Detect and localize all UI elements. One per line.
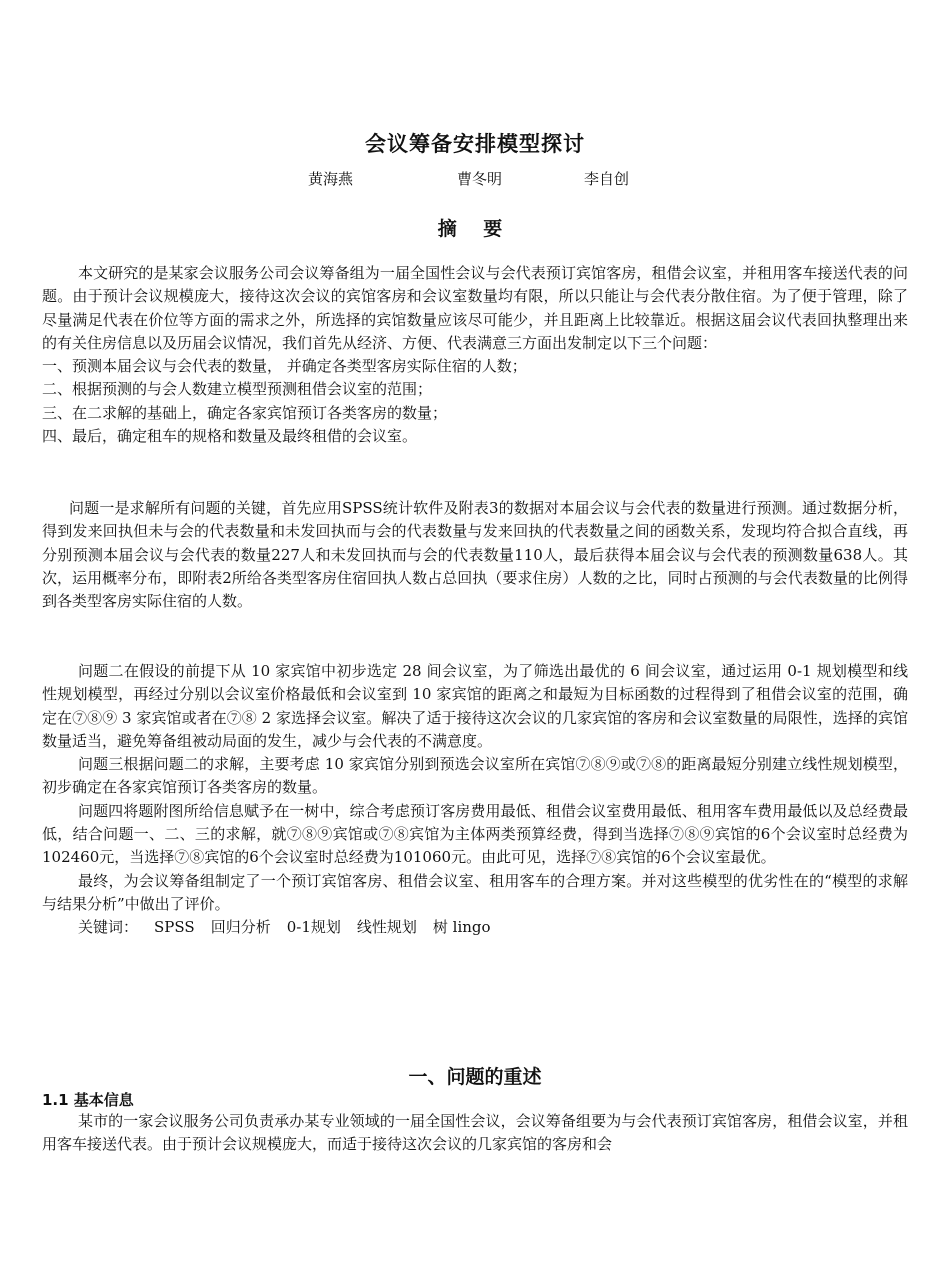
- keyword: SPSS: [154, 918, 195, 937]
- author-name: 曹冬明: [457, 170, 503, 188]
- subsection-heading: 1.1 基本信息: [42, 1091, 134, 1109]
- paper-title: 会议筹备安排模型探讨: [365, 132, 585, 156]
- problem-list-item: 三、在二求解的基础上，确定各家宾馆预订各类客房的数量；: [42, 403, 448, 422]
- keyword: 线性规划: [356, 918, 417, 937]
- abstract-problems-block: [42, 660, 908, 940]
- author-list: [308, 168, 728, 190]
- abstract-intro-paragraph: 本文研究的是某家会议服务公司会议筹备组为一届全国性会议与会代表预订宾馆客房，租借会议室，并租用客车接送代表的问题。由于预计会议规模庞大，接待这次会议的宾馆客房和会议室数量均有限，所以只能让与会代表分散住宿。为了便于管理，除了尽量满足代表在价位等方面的需求之外，所选择的宾馆数量应该尽可能少，并且距离上比较靠近。根据这届会议代表回执整理出来的有关住房信息以及历届会议情况，我们首先从经济、方便、代表满意三方面出发制定以下三个问题：: [42, 264, 908, 352]
- abstract-problem1-block: [42, 497, 908, 613]
- author-name: 黄海燕: [308, 170, 354, 188]
- abstract-heading: 摘 要: [437, 218, 513, 240]
- problem-list-item: 一、预测本届会议与会代表的数量， 并确定各类型客房实际住宿的人数；: [42, 357, 527, 376]
- keywords-line: [42, 916, 908, 939]
- section1-paragraph: 某市的一家会议服务公司负责承办某专业领域的一届全国性会议，会议筹备组要为与会代表预订宾馆客房，租借会议室，并租用客车接送代表。由于预计会议规模庞大，而适于接待这次会议的几家宾馆的客房和会: [42, 1112, 908, 1154]
- author-name: 李自创: [584, 170, 630, 188]
- section1-body: [42, 1110, 908, 1157]
- keyword: 回归分析: [210, 918, 271, 937]
- problem1-paragraph: 问题一是求解所有问题的关键，首先应用SPSS统计软件及附表3的数据对本届会议与会代表的数量进行预测。通过数据分析，得到发来回执但未与会的代表数量和未发回执而与会的代表数量与发来回执的代表数量之间的函数关系，发现均符合拟合直线，再分别预测本届会议与会代表的数量227人和未发回执而与会的代表数量110人，最后获得本届会议与会代表的预测数量638人。其次，运用概率分布，即附表2所给各类型客房住宿回执人数占总回执（要求住房）人数的之比，同时占预测的与会代表数量的比例得到各类型客房实际住宿的人数。: [42, 499, 908, 611]
- conclusion-paragraph: 最终，为会议筹备组制定了一个预订宾馆客房、租借会议室、租用客车的合理方案。并对这些模型的优劣性在的“模型的求解与结果分析”中做出了评价。: [42, 871, 908, 913]
- keyword: 树 lingo: [432, 918, 491, 937]
- problem-list-item: 四、最后，确定租车的规格和数量及最终租借的会议室。: [42, 427, 418, 446]
- abstract-intro-block: [42, 262, 908, 448]
- problem4-paragraph: 问题四将题附图所给信息赋予在一树中，综合考虑预订客房费用最低、租借会议室费用最低、租用客车费用最低以及总经费最低，结合问题一、二、三的求解，就⑦⑧⑨宾馆或⑦⑧宾馆为主体两类预算经费，得到当选择⑦⑧⑨宾馆的6个会议室时总经费为102460元，当选择⑦⑧宾馆的6个会议室时总经费为101060元。由此可见，选择⑦⑧宾馆的6个会议室最优。: [42, 801, 908, 867]
- problem2-paragraph: 问题二在假设的前提下从 10 家宾馆中初步选定 28 间会议室，为了筛选出最优的 6 间会议室，通过运用 0-1 规划模型和线性规划模型，再经过分别以会议室价格最低和会议室到 10 家宾馆的距离之和最短为目标函数的过程得到了租借会议室的范围，确定在⑦⑧⑨ 3 家宾馆或者在⑦⑧ 2 家选择会议室。解决了适于接待这次会议的几家宾馆的客房和会议室数量的局限性，选择的宾馆数量适当，避免筹备组被动局面的发生，减少与会代表的不满意度。: [42, 662, 908, 750]
- keyword: 0-1规划: [286, 918, 341, 937]
- section-heading: 一、问题的重述: [408, 1066, 542, 1088]
- keywords-label: 关键词：: [78, 918, 139, 937]
- problem3-paragraph: 问题三根据问题二的求解，主要考虑 10 家宾馆分别到预选会议室所在宾馆⑦⑧⑨或⑦⑧的距离最短分别建立线性规划模型，初步确定在各家宾馆预订各类客房的数量。: [42, 755, 908, 797]
- problem-list-item: 二、根据预测的与会人数建立模型预测租借会议室的范围；: [42, 380, 433, 399]
